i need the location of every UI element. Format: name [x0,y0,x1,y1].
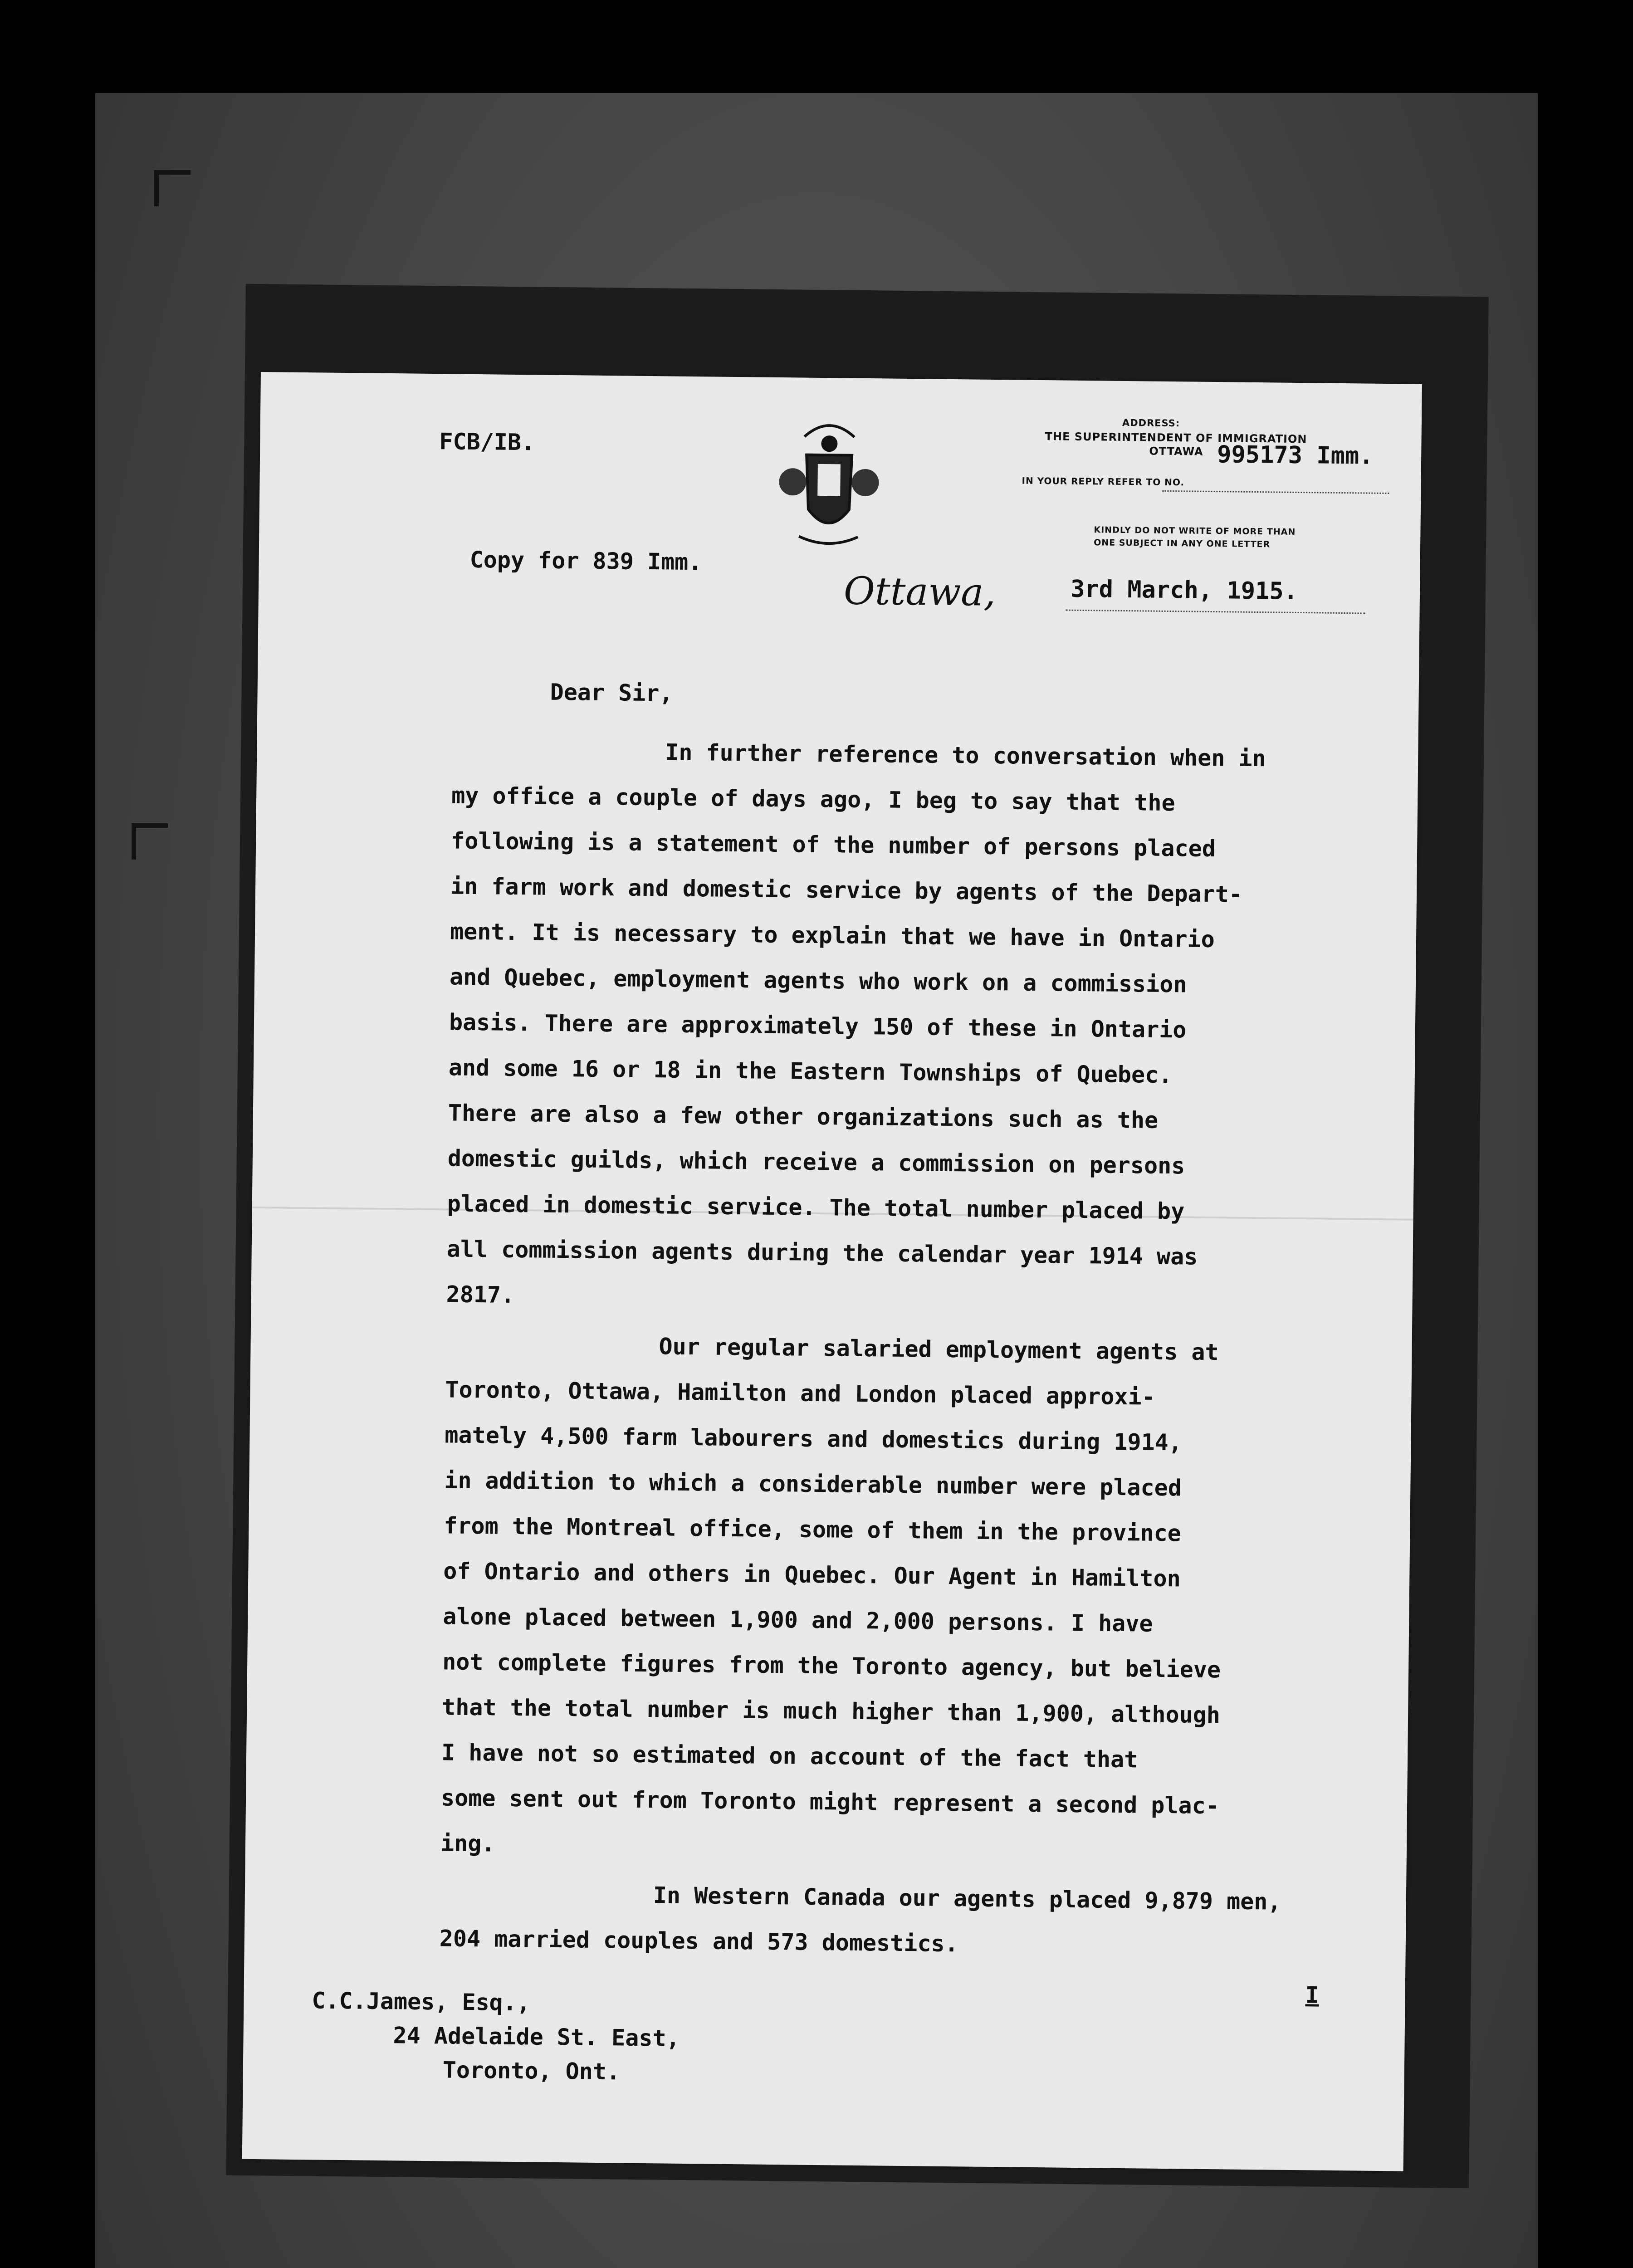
body-line: placed in domestic service. The total number placed by [447,1190,1185,1225]
refer-line [1162,490,1389,494]
notice-line: KINDLY DO NOT WRITE OF MORE THAN [1094,525,1296,537]
crest-icon [772,405,887,560]
salutation: Dear Sir, [550,679,673,707]
body-line: and Quebec, employment agents who work on a commission [449,963,1187,998]
body-line: alone placed between 1,900 and 2,000 persons. I have [442,1603,1153,1637]
file-number: 995173 Imm. [1217,441,1374,470]
corner-mark [154,170,191,206]
copy-note: Copy for 839 Imm. [469,546,702,576]
body-line: Toronto, Ottawa, Hamilton and London placed approxi- [445,1376,1156,1410]
body-line: ment. It is necessary to explain that we have in Ontario [450,918,1215,953]
body-line: of Ontario and others in Quebec. Our Agent in Hamilton [443,1558,1181,1592]
body-line: that the total number is much higher than 1,900, although [441,1694,1221,1729]
page-mark: I [1305,1982,1320,2009]
address-label: ADDRESS: [1122,417,1180,429]
body-line: In Western Canada our agents placed 9,879 men, [653,1882,1281,1915]
address-line: THE SUPERINTENDENT OF IMMIGRATION [1045,430,1307,446]
body-line: I have not so estimated on account of the fact that [441,1739,1138,1773]
addressee-street: 24 Adelaide St. East, [393,2022,680,2052]
body-line: ing. [440,1830,495,1857]
corner-mark [132,823,168,860]
body-line: Our regular salaried employment agents at [659,1333,1219,1366]
body-line: domestic guilds, which receive a commission on persons [447,1145,1185,1179]
body-line: There are also a few other organizations such as the [448,1100,1159,1134]
reference-code: FCB/IB. [439,428,535,456]
date-line [1066,610,1365,614]
body-line: 2817. [446,1281,515,1308]
body-line: 204 married couples and 573 domestics. [439,1925,959,1957]
body-line: not complete figures from the Toronto agency, but believe [442,1648,1221,1683]
addressee-name: C.C.James, Esq., [312,1987,531,2016]
body-line: from the Montreal office, some of them in the province [444,1512,1182,1547]
addressee-city: Toronto, Ont. [442,2057,621,2085]
notice-line: ONE SUBJECT IN ANY ONE LETTER [1094,538,1271,550]
place: Ottawa, [843,568,996,615]
body-line: mately 4,500 farm labourers and domestics during 1914, [445,1422,1183,1456]
body-line: In further reference to conversation when in [665,739,1266,772]
address-city: OTTAWA [1149,445,1203,458]
body-line: in addition to which a considerable number were placed [444,1467,1182,1501]
body-line: all commission agents during the calendar year 1914 was [446,1236,1198,1270]
body-line: and some 16 or 18 in the Eastern Townships of Quebec. [448,1054,1173,1089]
body-line: some sent out from Toronto might represent a second plac- [440,1784,1220,1819]
body-line: basis. There are approximately 150 of these in Ontario [449,1009,1187,1043]
body-line: following is a statement of the number of persons placed [450,827,1216,862]
date: 3rd March, 1915. [1070,575,1298,605]
refer-label: IN YOUR REPLY REFER TO NO. [1022,475,1185,488]
letter-page [242,372,1422,2171]
body-line: in farm work and domestic service by agents of the Depart- [450,873,1243,908]
body-line: my office a couple of days ago, I beg to say that the [451,782,1175,816]
